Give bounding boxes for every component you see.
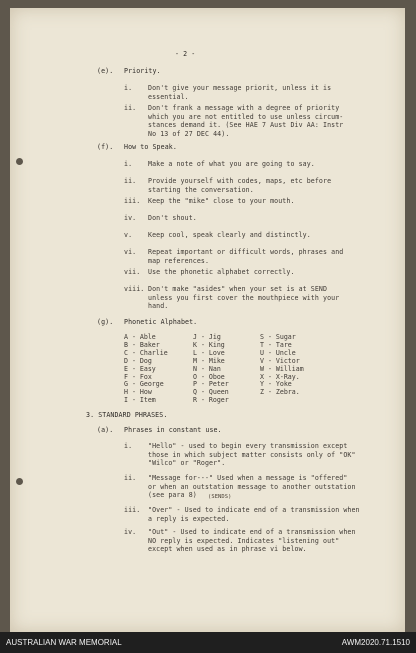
section-3a-label: (a). [97, 426, 114, 434]
item-num: ii. [124, 177, 137, 185]
footer-catalog-id: AWM2020.71.1510 [341, 638, 410, 647]
item-text: Make a note of what you are going to say. [148, 160, 315, 168]
item-text: Keep cool, speak clearly and distinctly. [148, 231, 311, 239]
item-num: i. [124, 84, 133, 92]
handwritten-insert: (SENDS) [208, 494, 232, 500]
item-num: v. [124, 231, 133, 239]
item-text: "Hello" - used to begin every transmission except those in which subject matter consists only of "OK" "Wilco" or "Roger". [148, 442, 356, 468]
item-text: Repeat important or difficult words, phrases and map references. [148, 248, 344, 265]
item-num: iv. [124, 528, 137, 536]
item-text: Keep the "mike" close to your mouth. [148, 197, 295, 205]
section-f-title: How to Speak. [124, 143, 177, 151]
item-num: ii. [124, 104, 137, 112]
section-3-heading: 3. STANDARD PHRASES. [86, 411, 168, 419]
alphabet-column-1: A - Able B - Baker C - Charlie D - Dog E - Easy F - Fox G - George H - How I - Item [124, 333, 168, 405]
item-text: Don't frank a message with a degree of priority which you are not entitled to use unless circum- stances demand it. (See HAE 7 Aust Div AA: Instr No 13 of 27 DEC 44). [148, 104, 344, 138]
item-num: ii. [124, 474, 137, 482]
item-num: vi. [124, 248, 137, 256]
item-num: viii. [124, 285, 145, 293]
item-text: Don't give your message priorit, unless it is essential. [148, 84, 332, 101]
item-text: "Over" - Used to indicate end of a transmission when a reply is expected. [148, 506, 360, 523]
section-g-title: Phonetic Alphabet. [124, 318, 198, 326]
item-text: "Out" - Used to indicate end of a transmission when NO reply is expected. Indicates "listening out" except when used as in phrase vi below. [148, 528, 356, 554]
archive-footer [0, 632, 416, 653]
item-num: iv. [124, 214, 137, 222]
section-f-label: (f). [97, 143, 114, 151]
item-num: iii. [124, 506, 141, 514]
alphabet-column-3: S - Sugar T - Tare U - Uncle V - Victor W - William X - X-Ray. Y - Yoke Z - Zebra. [260, 333, 304, 397]
section-e-title: Priority. [124, 67, 161, 75]
item-num: iii. [124, 197, 141, 205]
item-text: Don't shout. [148, 214, 197, 222]
page-number: - 2 - [175, 50, 196, 58]
item-text: Use the phonetic alphabet correctly. [148, 268, 295, 276]
section-3a-title: Phrases in constant use. [124, 426, 222, 434]
item-text: Provide yourself with codes, maps, etc before starting the conversation. [148, 177, 332, 194]
item-num: i. [124, 442, 133, 450]
footer-source: AUSTRALIAN WAR MEMORIAL [6, 638, 122, 647]
item-text: Don't make "asides" when your set is at SEND unless you first cover the mouthpiece with your hand. [148, 285, 340, 311]
alphabet-column-2: J - Jig K - King L - Love M - Mike N - Nan O - Oboe P - Peter Q - Queen R - Roger [193, 333, 229, 405]
item-text: "Message for---" Used when a message is "offered" or when an outstation message to another outstation (see para 8) [148, 474, 356, 500]
punch-hole [16, 158, 23, 165]
punch-hole [16, 478, 23, 485]
section-e-label: (e). [97, 67, 114, 75]
item-num: i. [124, 160, 133, 168]
item-num: vii. [124, 268, 141, 276]
section-g-label: (g). [97, 318, 114, 326]
